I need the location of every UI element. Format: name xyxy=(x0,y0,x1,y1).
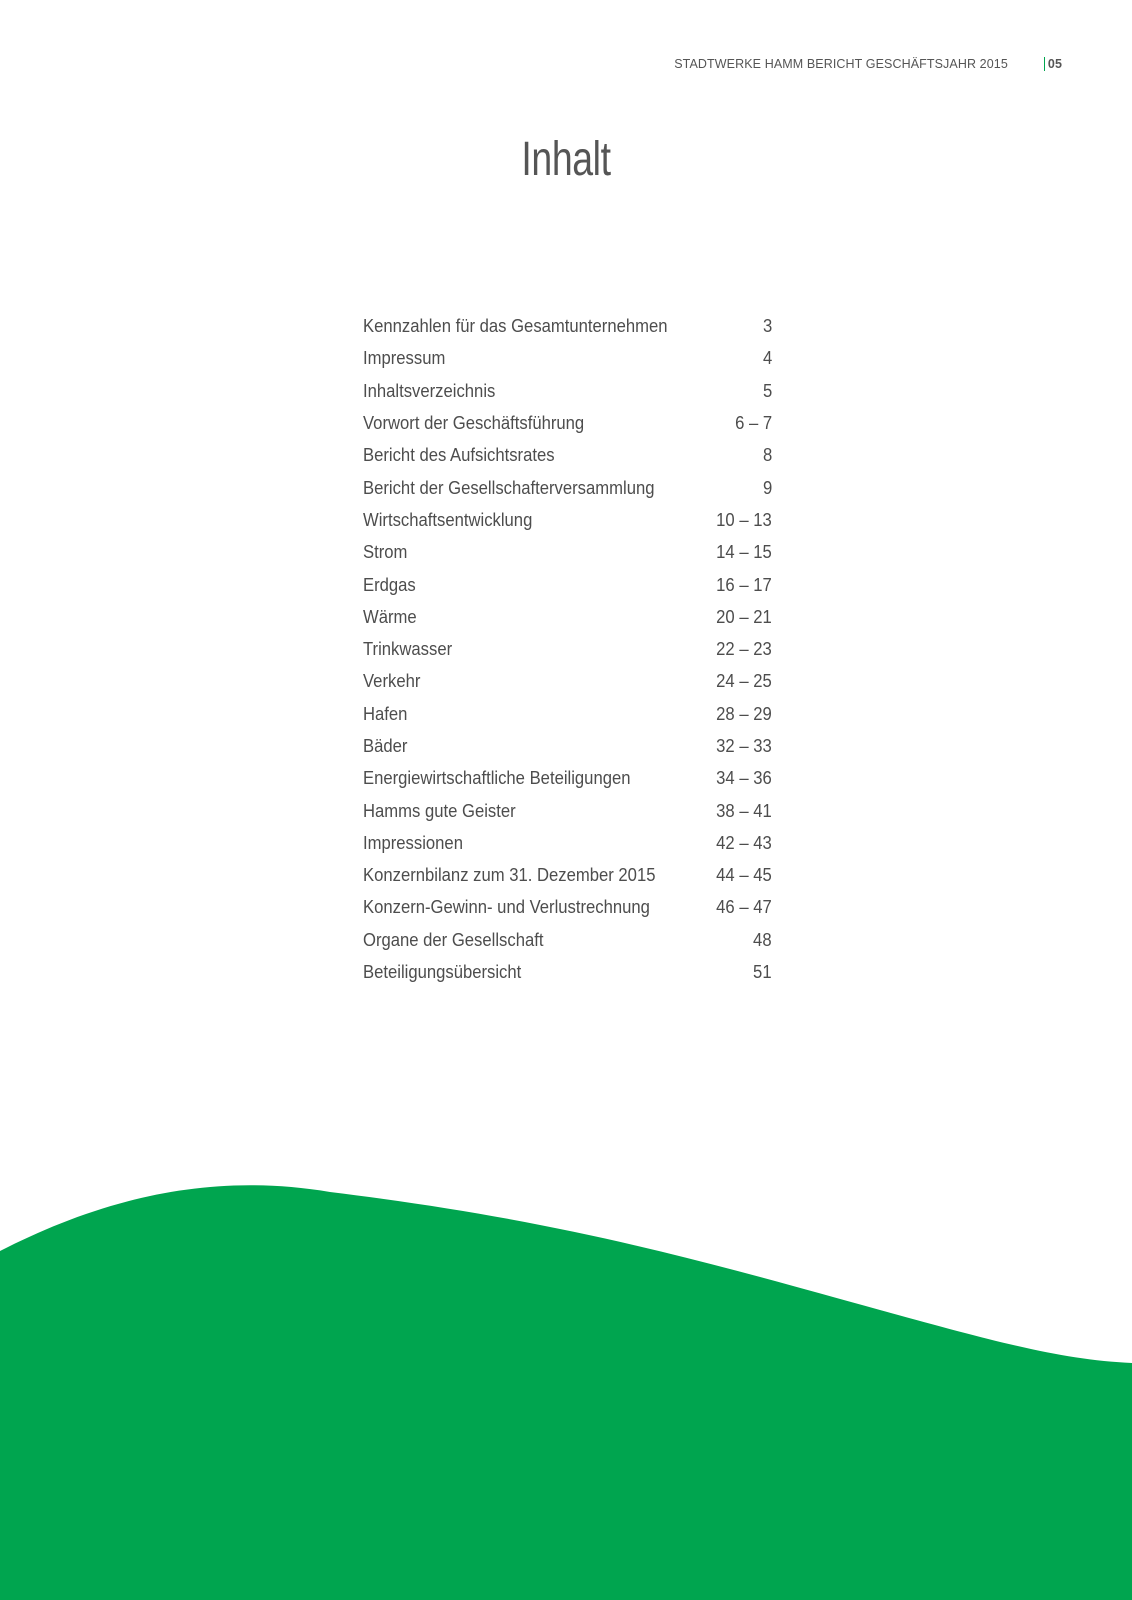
toc-entry-title: Impressum xyxy=(363,347,446,369)
toc-entry-title: Impressionen xyxy=(363,831,463,853)
green-wave-decoration xyxy=(0,1180,1132,1600)
toc-page-range: 9 xyxy=(762,476,772,498)
toc-page-range: 4 xyxy=(762,347,772,369)
toc-row xyxy=(363,665,772,697)
toc-row xyxy=(363,794,772,826)
toc-entry-title: Erdgas xyxy=(363,573,416,595)
toc-page-range: 38 – 41 xyxy=(716,799,772,821)
toc-page-range: 24 – 25 xyxy=(716,670,772,692)
toc-page-range: 48 xyxy=(753,928,772,950)
toc-page-range: 34 – 36 xyxy=(716,767,772,789)
toc-row xyxy=(363,504,772,536)
toc-entry-title: Konzern-Gewinn- und Verlustrechnung xyxy=(363,896,650,918)
toc-row xyxy=(363,827,772,859)
toc-page-range: 20 – 21 xyxy=(716,605,772,627)
toc-entry-title: Strom xyxy=(363,541,408,563)
page-title: Inhalt xyxy=(521,133,611,186)
toc-row xyxy=(363,342,772,374)
toc-row xyxy=(363,439,772,471)
toc-entry-title: Konzernbilanz zum 31. Dezember 2015 xyxy=(363,864,656,886)
toc-entry-title: Hamms gute Geister xyxy=(363,799,516,821)
toc-entry-title: Inhaltsverzeichnis xyxy=(363,379,496,401)
toc-page-range: 32 – 33 xyxy=(716,735,772,756)
toc-row xyxy=(363,859,772,891)
toc-row xyxy=(363,924,772,956)
toc-entry-title: Energiewirtschaftliche Beteiligungen xyxy=(363,767,631,789)
toc-page-range: 46 – 47 xyxy=(716,896,772,918)
toc-row xyxy=(363,310,772,342)
toc-page-range: 10 – 13 xyxy=(716,508,772,530)
toc-page-range: 3 xyxy=(762,315,772,337)
toc-entry-title: Vorwort der Geschäftsführung xyxy=(363,412,585,434)
page-number: 05 xyxy=(1044,57,1062,71)
toc-row xyxy=(363,407,772,439)
toc-entry-title: Kennzahlen für das Gesamtunternehmen xyxy=(363,315,668,337)
toc-page-range: 22 – 23 xyxy=(716,638,772,660)
table-of-contents xyxy=(363,310,772,988)
toc-page-range: 5 xyxy=(762,379,772,401)
toc-row xyxy=(363,762,772,794)
toc-entry-title: Organe der Gesellschaft xyxy=(363,928,544,950)
toc-entry-title: Bericht der Gesellschafterversammlung xyxy=(363,476,655,498)
report-title: STADTWERKE HAMM BERICHT GESCHÄFTSJAHR 2015 xyxy=(674,57,1008,71)
toc-entry-title: Hafen xyxy=(363,702,408,724)
toc-page-range: 28 – 29 xyxy=(716,702,772,724)
toc-page-range: 44 – 45 xyxy=(716,864,772,886)
toc-page-range: 8 xyxy=(762,444,772,466)
page-header xyxy=(0,55,1062,73)
toc-entry-title: Beteiligungsübersicht xyxy=(363,961,522,983)
toc-row xyxy=(363,730,772,762)
toc-entry-title: Bericht des Aufsichtsrates xyxy=(363,444,555,466)
toc-row xyxy=(363,698,772,730)
toc-entry-title: Wärme xyxy=(363,605,417,627)
toc-row xyxy=(363,375,772,407)
toc-row xyxy=(363,633,772,665)
wave-shape xyxy=(0,1185,1132,1600)
toc-page-range: 51 xyxy=(753,961,772,983)
toc-entry-title: Bäder xyxy=(363,735,408,756)
toc-entry-title: Wirtschaftsentwicklung xyxy=(363,508,533,530)
toc-page-range: 16 – 17 xyxy=(716,573,772,595)
toc-page-range: 42 – 43 xyxy=(716,831,772,853)
toc-row xyxy=(363,536,772,568)
toc-row xyxy=(363,568,772,600)
toc-row xyxy=(363,471,772,503)
toc-row xyxy=(363,891,772,923)
toc-page-range: 14 – 15 xyxy=(716,541,772,563)
toc-entry-title: Trinkwasser xyxy=(363,638,453,660)
toc-entry-title: Verkehr xyxy=(363,670,421,692)
toc-page-range: 6 – 7 xyxy=(734,412,772,434)
toc-row xyxy=(363,601,772,633)
toc-row xyxy=(363,956,772,988)
